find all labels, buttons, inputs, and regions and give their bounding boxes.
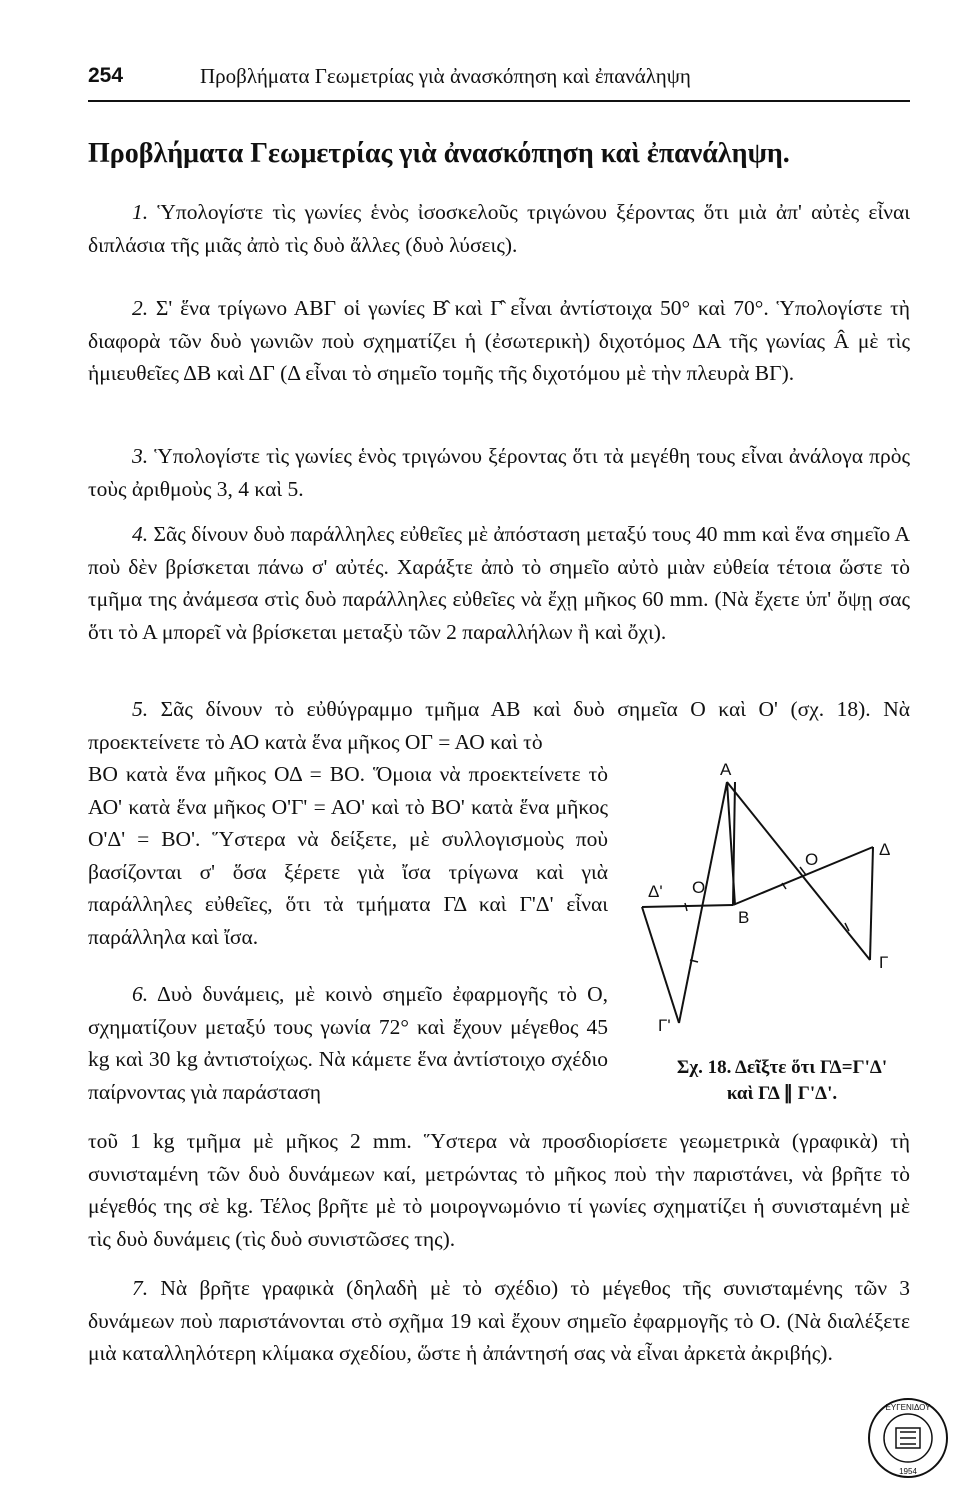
running-header	[88, 62, 910, 102]
problem-5-continued	[88, 758, 608, 953]
segment-AOG	[727, 782, 870, 960]
problem-4: 4. Σᾶς δίνουν δυὸ παράλληλες εὐθεῖες μὲ ἀπόσταση μεταξύ τους 40 mm καὶ ἕνα σημεῖο Α ποὺ δὲν βρίσκεται πάνω σ' αὐτές. Χαράξτε ἀπὸ τὸ σημεῖο αὐτὸ μιὰν εὐθεία τέτοια ὥστε τὸ τμῆμα της ἀνάμεσα στὶς δυὸ παράλληλες εὐθεῖες νὰ ἔχῃ μῆκος 60 mm. (Νὰ ἔχετε ὑπ' ὄψῃ σας ὅτι τὸ Α μπορεῖ νὰ βρίσκεται μεταξὺ τῶν 2 παραλλήλων ἢ καὶ ὄχι).	[88, 522, 910, 644]
segment-DG	[870, 847, 873, 960]
svg-text:ΕΥΓΕΝΙΔΟΥ: ΕΥΓΕΝΙΔΟΥ	[885, 1403, 931, 1412]
figure-caption	[632, 1055, 932, 1107]
figure-label-O: Ο	[805, 850, 819, 869]
problem-6-text-a: Δυὸ δυνάμεις, μὲ κοινὸ σημεῖο ἐφαρμογῆς τὸ Ο, σχηματίζουν μεταξύ τους γωνία 72° καὶ ἔχουν μέγεθος 45 kg καὶ 30 kg ἀντιστοίχως. Νὰ κάμετε ἕνα ἀντίστοιχο σχέδιο παίρνοντας γιὰ παράσταση	[88, 982, 608, 1104]
problem-7: 7. Νὰ βρῆτε γραφικὰ (δηλαδὴ μὲ τὸ σχέδιο) τὸ μέγεθος τῆς συνισταμένης τῶν 3 δυνάμεων ποὺ παριστάνονται στὸ σχῆμα 19 καὶ ἔχουν σημεῖο ἐφαρμογῆς τὸ Ο. (Νὰ διαλέξετε μιὰ καταλληλότερη κλίμακα σχεδίου, ὥστε ἡ ἀπάντησή σας νὰ εἶναι ἀρκετὰ ἀκριβής).	[88, 1276, 911, 1365]
figure-18	[630, 755, 930, 1055]
figure-label-D: Δ	[879, 840, 891, 859]
figure-label-G-prime: Γ'	[658, 1016, 671, 1035]
tick-mark	[685, 903, 687, 911]
problem-3-text: Ὑπολογίστε τὶς γωνίες ἑνὸς τριγώνου ξέροντας ὅτι τὰ μεγέθη τους εἶναι ἀνάλογα πρὸς τοὺς ἀριθμοὺς 3, 4 καὶ 5.	[88, 444, 910, 501]
problem-1: 1. Ὑπολογίστε τὶς γωνίες ἑνὸς ἰσοσκελοῦς τριγώνου ξέροντας ὅτι μιὰ ἀπ' αὐτὲς εἶναι διπλάσια τῆς μιᾶς ἀπὸ τὶς δυὸ ἄλλες (δυὸ λύσεις).	[88, 200, 910, 257]
figure-label-O-prime: Ο'	[692, 878, 709, 897]
figure-label-A: Α	[720, 760, 732, 779]
figure-label-B: Β	[738, 908, 750, 927]
figure-label-D-prime: Δ'	[648, 882, 663, 901]
problem-2: 2. Σ' ἕνα τρίγωνο ΑΒΓ οἱ γωνίες Β̂ καὶ Γ̂ εἶναι ἀντίστοιχα 50° καὶ 70°. Ὑπολογίστε τὴ διαφορὰ τῶν δυὸ γωνιῶν ποὺ σχηματίζει ἡ (ἐσωτερικὴ) διχοτόμος ΔΑ τῆς γωνίας Â μὲ τὶς ἡμιευθεῖες ΔΒ καὶ ΔΓ (Δ εἶναι τὸ σημεῖο τομῆς τῆς διχοτόμου μὲ τὴν πλευρὰ ΒΓ).	[88, 296, 911, 385]
figure-label-G: Γ	[879, 953, 889, 972]
problem-2-text: Σ' ἕνα τρίγωνο ΑΒΓ οἱ γωνίες Β̂ καὶ Γ̂ εἶναι ἀντίστοιχα 50° καὶ 70°. Ὑπολογίστε τὴ διαφορὰ τῶν δυὸ γωνιῶν ποὺ σχηματίζει ἡ (ἐσωτερικὴ) διχοτόμος ΔΑ τῆς γωνίας Â μὲ τὶς ἡμιευθεῖες ΔΒ καὶ ΔΓ (Δ εἶναι τὸ σημεῖο τομῆς τῆς διχοτόμου μὲ τὴν πλευρὰ ΒΓ).	[88, 296, 911, 385]
problem-7-text: Νὰ βρῆτε γραφικὰ (δηλαδὴ μὲ τὸ σχέδιο) τὸ μέγεθος τῆς συνισταμένης τῶν 3 δυνάμεων ποὺ παριστάνονται στὸ σχῆμα 19 καὶ ἔχουν σημεῖο ἐφαρμογῆς τὸ Ο. (Νὰ διαλέξετε μιὰ καταλληλότερη κλίμακα σχεδίου, ὥστε ἡ ἀπάντησή σας νὰ εἶναι ἀρκετὰ ἀκριβής).	[88, 1276, 911, 1365]
svg-text:1954: 1954	[899, 1467, 917, 1476]
caption-line-2: καὶ ΓΔ ∥ Γ'Δ'.	[726, 1083, 838, 1104]
segment-BOD-prime	[642, 905, 733, 907]
problem-6: 6. Δυὸ δυνάμεις, μὲ κοινὸ σημεῖο ἐφαρμογῆς τὸ Ο, σχηματίζουν μεταξύ τους γωνία 72° καὶ ἔχουν μέγεθος 45 kg καὶ 30 kg ἀντιστοίχως. Νὰ κάμετε ἕνα ἀντίστοιχο σχέδιο παίρνοντας γιὰ παράσταση	[88, 982, 608, 1104]
problem-5: 5. Σᾶς δίνουν τὸ εὐθύγραμμο τμῆμα ΑΒ καὶ δυὸ σημεῖα Ο καὶ Ο' (σχ. 18). Νὰ προεκτείνετε τὸ ΑΟ κατὰ ἕνα μῆκος ΟΓ = ΑΟ καὶ τὸ	[88, 697, 910, 754]
segment-AOG-prime	[679, 782, 727, 1023]
segment-BOD	[733, 847, 873, 905]
problem-6-text-b: τοῦ 1 kg τμῆμα μὲ μῆκος 2 mm. Ὕστερα νὰ προσδιορίσετε γεωμετρικὰ (γραφικὰ) τὴ συνισταμένη τῶν δυὸ δυνάμεων καί, μετρώντας τὸ μῆκος ποὺ τὴν παριστάνει, νὰ βρῆτε τὸ μέγεθός της σὲ kg. Τέλος βρῆτε μὲ τὸ μοιρογνωμόνιο τί γωνίες σχηματίζει ἡ συνισταμένη μὲ τὶς δυὸ δυνάμεις (τὶς δυὸ συνιστῶσες της).	[88, 1129, 910, 1251]
problem-3: 3. Ὑπολογίστε τὶς γωνίες ἑνὸς τριγώνου ξέροντας ὅτι τὰ μεγέθη τους εἶναι ἀνάλογα πρὸς τοὺς ἀριθμοὺς 3, 4 καὶ 5.	[88, 444, 910, 501]
page-number: 254	[88, 64, 124, 87]
problem-1-text: Ὑπολογίστε τὶς γωνίες ἑνὸς ἰσοσκελοῦς τριγώνου ξέροντας ὅτι μιὰ ἀπ' αὐτὲς εἶναι διπλάσια τῆς μιᾶς ἀπὸ τὶς δυὸ ἄλλες (δυὸ λύσεις).	[88, 200, 910, 257]
segment-DG-prime	[642, 907, 679, 1023]
caption-line-1: Σχ. 18. Δεῖξτε ὅτι ΓΔ=Γ'Δ'	[676, 1057, 888, 1078]
problem-4-text: Σᾶς δίνουν δυὸ παράλληλες εὐθεῖες μὲ ἀπόσταση μεταξύ τους 40 mm καὶ ἕνα σημεῖο Α ποὺ δὲν βρίσκεται πάνω σ' αὐτές. Χαράξτε ἀπὸ τὸ σημεῖο αὐτὸ μιὰν εὐθεία τέτοια ὥστε τὸ τμῆμα της ἀνάμεσα στὶς δυὸ παράλληλες εὐθεῖες νὰ ἔχῃ μῆκος 60 mm. (Νὰ ἔχετε ὑπ' ὄψῃ σας ὅτι τὸ Α μπορεῖ νὰ βρίσκεται μεταξὺ τῶν 2 παραλλήλων ἢ καὶ ὄχι).	[88, 522, 910, 644]
problem-5-text-b: ΒΟ κατὰ ἕνα μῆκος ΟΔ = ΒΟ. Ὅμοια νὰ προεκτείνετε τὸ ΑΟ' κατὰ ἕνα μῆκος Ο'Γ' = ΑΟ' καὶ τὸ ΒΟ' κατὰ ἕνα μῆκος Ο'Δ' = ΒΟ'. Ὕστερα νὰ δείξετε, μὲ συλλογισμοὺς ποὺ βασίζονται σ' ὅσα ξέρετε γιὰ ἴσα τρίγωνα καὶ γιὰ παράλληλες εὐθεῖες, ὅτι τὰ τμήματα ΓΔ καὶ Γ'Δ' εἶναι παράλληλα καὶ ἴσα.	[88, 762, 608, 949]
problem-6-continued	[88, 1125, 910, 1255]
running-title: Προβλήματα Γεωμετρίας γιὰ ἀνασκόπηση καὶ ἐπανάληψη	[200, 64, 691, 88]
problem-5-text-a: Σᾶς δίνουν τὸ εὐθύγραμμο τμῆμα ΑΒ καὶ δυὸ σημεῖα Ο καὶ Ο' (σχ. 18). Νὰ προεκτείνετε τὸ ΑΟ κατὰ ἕνα μῆκος ΟΓ = ΑΟ καὶ τὸ	[88, 697, 910, 754]
section-title: Προβλήματα Γεωμετρίας γιὰ ἀνασκόπηση καὶ ἐπανάληψη.	[88, 138, 790, 169]
publisher-seal	[866, 1396, 950, 1480]
